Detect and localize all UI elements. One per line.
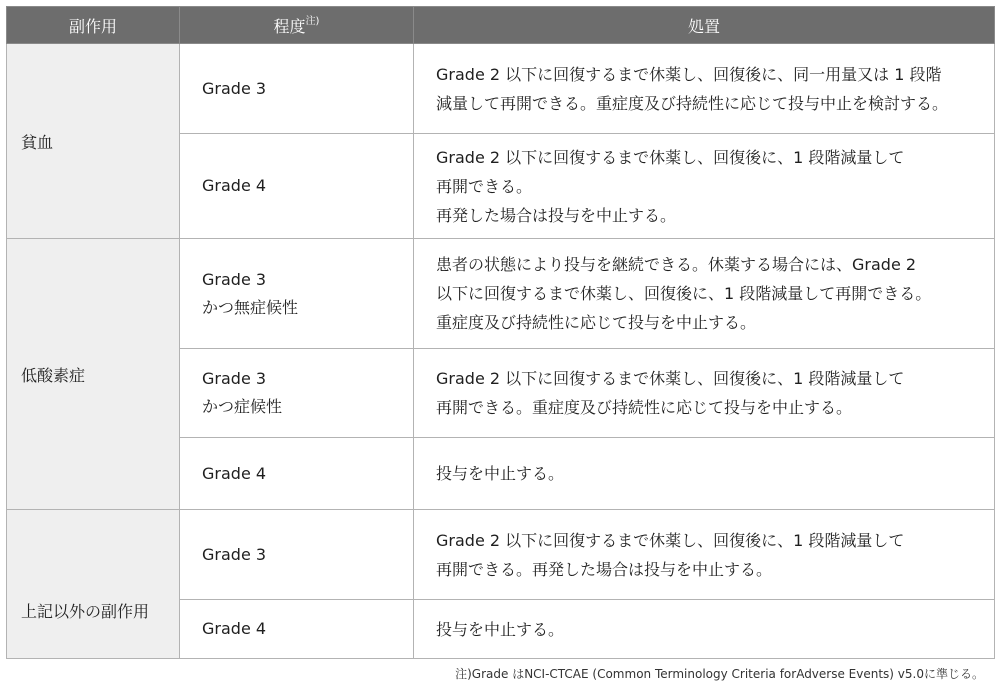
table-header-row <box>7 7 995 44</box>
grade-cell <box>180 438 414 510</box>
action-cell <box>414 438 995 510</box>
action-cell <box>414 239 995 349</box>
grade-qualifier: かつ無症候性 <box>202 297 299 317</box>
header-action: 処置 <box>414 7 995 44</box>
footnote: 注)Grade はNCI-CTCAE (Common Terminology Criteria forAdverse Events) v5.0に準じる。 <box>455 667 984 681</box>
action-text: Grade 2 以下に回復するまで休薬し、回復後に、1 段階減量して <box>436 530 905 550</box>
action-text: Grade 2 以下に回復するまで休薬し、回復後に、同一用量又は 1 段階 <box>436 64 942 84</box>
grade-label: Grade 3 <box>202 269 267 289</box>
action-text: 再開できる。再発した場合は投与を中止する。 <box>436 559 773 579</box>
action-cell <box>414 44 995 134</box>
header-grade-note: 注) <box>305 15 320 27</box>
action-text: 重症度及び持続性に応じて投与を中止する。 <box>436 313 757 332</box>
action-text: Grade 2 以下に回復するまで休薬し、回復後に、1 段階減量して <box>436 369 905 388</box>
grade-label: Grade 3 <box>202 369 267 388</box>
grade-label: Grade 3 <box>202 78 267 98</box>
grade-label: Grade 4 <box>202 176 267 195</box>
action-text: 減量して再開できる。重症度及び持続性に応じて投与中止を検討する。 <box>436 93 949 113</box>
category-label: 貧血 <box>21 132 54 152</box>
category-cell <box>7 239 180 510</box>
grade-cell <box>180 349 414 438</box>
grade-cell <box>180 239 414 349</box>
category-label: 低酸素症 <box>21 365 86 385</box>
table-row <box>7 44 995 134</box>
header-grade <box>180 7 414 44</box>
action-text: 以下に回復するまで休薬し、回復後に、1 段階減量して再開できる。 <box>436 284 932 303</box>
header-grade-label: 程度 <box>273 16 306 36</box>
grade-cell <box>180 510 414 600</box>
grade-qualifier: かつ症候性 <box>202 397 283 416</box>
header-effect: 副作用 <box>7 7 180 44</box>
action-text: 再開できる。重症度及び持続性に応じて投与を中止する。 <box>436 398 853 417</box>
action-cell <box>414 510 995 600</box>
grade-label: Grade 4 <box>202 619 267 638</box>
grade-cell <box>180 600 414 659</box>
action-text: Grade 2 以下に回復するまで休薬し、回復後に、1 段階減量して <box>436 147 905 167</box>
grade-label: Grade 4 <box>202 463 267 483</box>
grade-cell <box>180 44 414 134</box>
action-cell <box>414 134 995 239</box>
table-row <box>7 510 995 600</box>
action-cell <box>414 349 995 438</box>
action-text: 再開できる。 <box>436 176 533 196</box>
category-cell <box>7 44 180 239</box>
action-text: 再発した場合は投与を中止する。 <box>436 205 677 225</box>
category-label: 上記以外の副作用 <box>21 601 150 621</box>
table-row <box>7 239 995 349</box>
action-cell <box>414 600 995 659</box>
grade-label: Grade 3 <box>202 544 267 564</box>
adverse-reaction-table <box>6 6 995 659</box>
action-text: 投与を中止する。 <box>436 619 565 639</box>
action-text: 患者の状態により投与を継続できる。休薬する場合には、Grade 2 <box>436 255 917 274</box>
category-cell <box>7 510 180 659</box>
grade-cell <box>180 134 414 239</box>
action-text: 投与を中止する。 <box>436 464 565 483</box>
